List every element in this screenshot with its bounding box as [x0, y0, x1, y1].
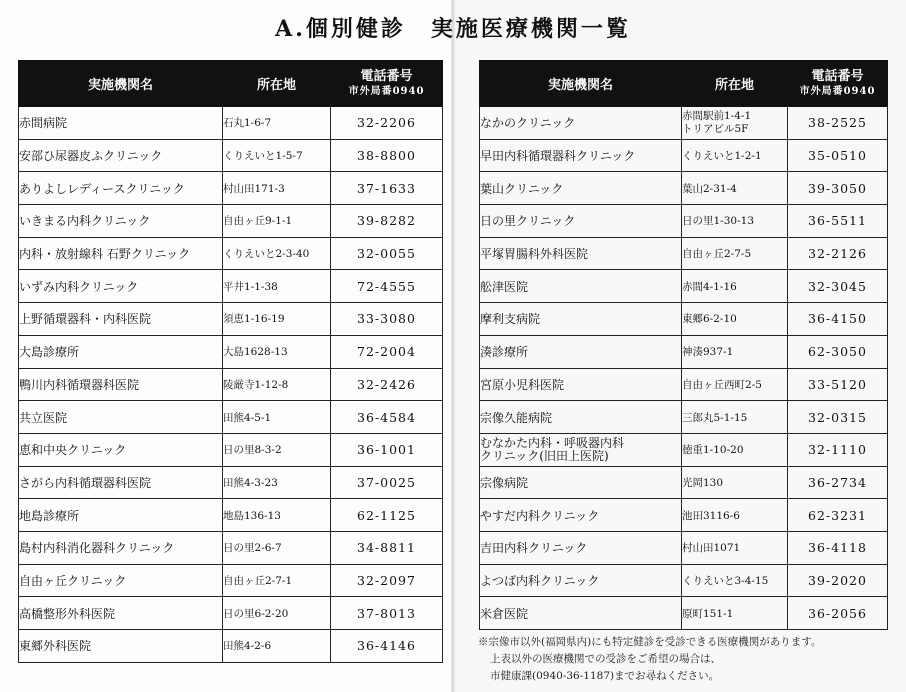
facility-phone: [331, 368, 443, 401]
facility-name: [19, 237, 223, 270]
table-row: [19, 630, 443, 663]
facility-name: [480, 433, 682, 466]
facility-phone-text: 32-2126: [808, 246, 867, 262]
facility-name-text: 恵和中央クリニック: [19, 443, 127, 458]
facility-phone: [331, 499, 443, 532]
facility-name: [19, 303, 223, 336]
facility-address: [223, 368, 331, 401]
facility-address-text: 日の里1-30-13: [682, 215, 754, 228]
facility-phone-text: 32-1110: [808, 442, 867, 458]
facility-address-text: 葉山2-31-4: [682, 182, 737, 195]
facility-phone: [331, 172, 443, 205]
footnote-line-3: 市健康課(0940-36-1187)までお尋ねください。: [490, 670, 720, 682]
header-name: 実施機関名: [19, 61, 223, 107]
facility-name-text: 地島診療所: [19, 508, 80, 523]
facility-phone-text: 36-5511: [808, 213, 867, 229]
facility-address-text: 光岡130: [682, 476, 724, 489]
facility-address: [682, 466, 788, 499]
facility-address-text: 陵厳寺1-12-8: [223, 378, 289, 391]
table-row: [480, 368, 888, 401]
facility-name-text: いきまる内科クリニック: [19, 214, 151, 229]
facility-address: [682, 597, 788, 630]
facility-address-text: 村山田171-3: [223, 182, 285, 195]
facility-name-text: 内科・放射線科 石野クリニック: [19, 247, 191, 262]
facility-phone-text: 37-0025: [357, 474, 416, 490]
page-title: A.個別健診 実施医療機関一覧: [275, 16, 631, 42]
facility-name: [19, 499, 223, 532]
table-row: [19, 597, 443, 630]
facility-address: [223, 303, 331, 336]
facility-phone: [788, 368, 888, 401]
facility-name: [480, 172, 682, 205]
facility-address-text: くりえいと2-3-40: [223, 248, 310, 261]
facility-phone-text: 35-0510: [808, 148, 867, 164]
facility-address: [223, 433, 331, 466]
facility-address-text: 田熊4-3-23: [223, 476, 278, 489]
table-row: [19, 335, 443, 368]
facility-address: [223, 270, 331, 303]
facility-address: [682, 172, 788, 205]
facility-phone: [331, 564, 443, 597]
table-row: [19, 401, 443, 434]
facility-phone-text: 32-2426: [357, 376, 416, 392]
facility-address-text: 自由ヶ丘西町2-5: [682, 378, 762, 391]
facility-name: [19, 205, 223, 238]
facility-address: [223, 401, 331, 434]
facility-name-text: 赤間病院: [19, 116, 68, 131]
facility-name: [480, 499, 682, 532]
facility-name-text: さがら内科循環器科医院: [19, 475, 152, 490]
facility-phone-text: 38-8800: [357, 148, 416, 164]
facility-address-text: 自由ヶ丘2-7-5: [682, 248, 752, 261]
facility-address: [223, 107, 331, 140]
facility-name-text: 葉山クリニック: [480, 181, 564, 196]
facility-phone: [788, 270, 888, 303]
facility-name-text: 大島診療所: [19, 345, 80, 360]
facility-phone: [788, 335, 888, 368]
facility-address-text: 原町151-1: [682, 607, 734, 620]
facility-name: [19, 597, 223, 630]
facility-name: [19, 172, 223, 205]
facility-phone: [788, 107, 888, 140]
facility-phone-text: 36-2056: [808, 605, 867, 621]
facility-address: [223, 205, 331, 238]
facility-address-text: 自由ヶ丘2-7-1: [223, 574, 293, 587]
facility-name: [19, 368, 223, 401]
facility-name-text: ありよしレディースクリニック: [19, 181, 185, 196]
facility-name-text: 日の里クリニック: [480, 214, 576, 229]
table-row: [480, 205, 888, 238]
facility-phone: [331, 466, 443, 499]
header-address: 所在地: [682, 61, 788, 107]
facility-name: [19, 531, 223, 564]
facility-name: [480, 335, 682, 368]
facility-address: [223, 335, 331, 368]
facility-phone-text: 38-2525: [808, 115, 867, 131]
facility-phone: [331, 630, 443, 663]
facility-name-text: 上野循環器科・内科医院: [19, 312, 152, 327]
facility-name-text: 鴨川内科循環器科医院: [19, 377, 140, 392]
facility-phone-text: 36-4146: [357, 638, 416, 654]
facility-name-text: 平塚胃腸科外科医院: [480, 247, 589, 262]
facility-address-text: 村山田1071: [682, 542, 741, 555]
facility-name-text: 宗像久能病院: [480, 410, 553, 425]
facility-address-text: 須恵1-16-19: [223, 313, 285, 326]
facility-address-text: 赤間駅前1-4-1 トリアビル5F: [682, 109, 752, 135]
facility-phone: [788, 237, 888, 270]
facility-address: [682, 303, 788, 336]
facility-phone-text: 39-2020: [808, 572, 867, 588]
table-row: [19, 107, 443, 140]
table-row: [19, 466, 443, 499]
facility-phone: [331, 335, 443, 368]
facility-name: [19, 630, 223, 663]
facility-name-text: 自由ヶ丘クリニック: [19, 573, 127, 588]
facility-address: [682, 335, 788, 368]
facility-phone-text: 32-2206: [357, 115, 416, 131]
table-row: [480, 597, 888, 630]
facility-phone-text: 62-3050: [808, 344, 867, 360]
facility-phone: [788, 564, 888, 597]
facility-phone-text: 33-3080: [357, 311, 416, 327]
header-phone-label: 電話番号: [360, 68, 413, 84]
facility-name-text: 米倉医院: [480, 606, 529, 621]
header-phone-areacode: 市外局番0940: [799, 85, 876, 97]
facility-address-text: 平井1-1-38: [223, 280, 278, 293]
table-row: [19, 433, 443, 466]
facility-name: [480, 303, 682, 336]
facility-name-text: 共立医院: [19, 410, 68, 425]
page-fold: [451, 0, 455, 692]
facility-address: [682, 531, 788, 564]
table-row: [19, 499, 443, 532]
facility-phone-text: 62-3231: [808, 507, 867, 523]
table-row: [19, 237, 443, 270]
facility-name: [480, 107, 682, 140]
table-row: [19, 564, 443, 597]
table-row: [480, 270, 888, 303]
facility-name: [19, 270, 223, 303]
facility-phone: [331, 531, 443, 564]
facility-address-text: 大島1628-13: [223, 346, 288, 359]
facility-phone-text: 33-5120: [808, 376, 867, 392]
facility-phone: [788, 139, 888, 172]
facility-phone: [331, 433, 443, 466]
facility-phone: [331, 237, 443, 270]
facility-name: [19, 433, 223, 466]
facility-name: [19, 401, 223, 434]
facility-address: [682, 433, 788, 466]
facility-phone: [788, 172, 888, 205]
facility-phone-text: 36-2734: [808, 474, 867, 490]
table-row: [480, 531, 888, 564]
table-row: [480, 335, 888, 368]
facility-phone: [788, 499, 888, 532]
facility-name-text: 湊診療所: [480, 345, 529, 360]
facility-phone: [788, 433, 888, 466]
facility-name-text: よつば内科クリニック: [480, 573, 600, 588]
table-row: [480, 303, 888, 336]
facility-phone-text: 36-4150: [808, 311, 867, 327]
table-row: [19, 368, 443, 401]
facility-address: [682, 139, 788, 172]
facility-name: [480, 368, 682, 401]
facility-phone: [788, 597, 888, 630]
facility-phone-text: 32-2097: [357, 572, 416, 588]
facility-name: [480, 466, 682, 499]
facility-name: [19, 107, 223, 140]
table-row: [19, 531, 443, 564]
facility-name: [480, 237, 682, 270]
header-name: 実施機関名: [480, 61, 682, 107]
facility-name: [480, 531, 682, 564]
facility-name-text: なかのクリニック: [480, 116, 576, 131]
facility-name-text: 早田内科循環器科クリニック: [480, 149, 636, 164]
facility-address: [682, 368, 788, 401]
facility-phone-text: 39-3050: [808, 180, 867, 196]
facility-name-text: やすだ内科クリニック: [480, 508, 600, 523]
facility-name: [19, 466, 223, 499]
footnote-line-1: ※宗像市以外(福岡県内)にも特定健診を受診できる医療機関があります。: [478, 636, 822, 648]
facility-address: [682, 270, 788, 303]
facility-address-text: 自由ヶ丘9-1-1: [223, 215, 293, 228]
facility-address: [223, 172, 331, 205]
facility-address-text: 田熊4-5-1: [223, 411, 272, 424]
table-row: [480, 172, 888, 205]
facility-name-text: いずみ内科クリニック: [19, 279, 139, 294]
table-row: [19, 205, 443, 238]
facility-name-text: 吉田内科クリニック: [480, 541, 588, 556]
facility-name-text: 宗像病院: [480, 475, 529, 490]
facility-phone-text: 62-1125: [357, 507, 416, 523]
facility-name: [19, 139, 223, 172]
table-row: [480, 107, 888, 140]
facility-address: [223, 564, 331, 597]
header-phone-areacode: 市外局番0940: [348, 85, 425, 97]
table-header-row: [19, 61, 443, 107]
facility-phone: [331, 139, 443, 172]
facility-phone: [331, 205, 443, 238]
table-row: [480, 466, 888, 499]
facility-phone-text: 72-4555: [357, 278, 416, 294]
facility-phone: [788, 401, 888, 434]
facility-name: [19, 564, 223, 597]
facility-name: [480, 597, 682, 630]
facility-address: [223, 237, 331, 270]
facility-address: [682, 499, 788, 532]
facility-name-text: 高橋整形外科医院: [19, 606, 116, 621]
facility-name-text: むなかた内科・呼吸器内科 クリニック(旧田上医院): [480, 435, 625, 463]
facility-address-text: 石丸1-6-7: [223, 117, 272, 130]
facility-phone: [331, 107, 443, 140]
facility-name: [19, 335, 223, 368]
table-row: [480, 237, 888, 270]
facility-table-left: [18, 60, 443, 663]
facility-name-text: 舩津医院: [480, 279, 529, 294]
facility-address: [223, 466, 331, 499]
facility-address: [223, 597, 331, 630]
facility-phone: [331, 303, 443, 336]
facility-address: [682, 564, 788, 597]
facility-address: [223, 630, 331, 663]
facility-address-text: 池田3116-6: [682, 509, 740, 522]
facility-phone-text: 37-8013: [357, 605, 416, 621]
table-row: [480, 139, 888, 172]
footnote: [478, 634, 898, 685]
facility-address-text: くりえいと1-2-1: [682, 150, 762, 163]
facility-table-right: [479, 60, 888, 630]
facility-phone-text: 39-8282: [357, 213, 416, 229]
facility-address-text: 田熊4-2-6: [223, 640, 272, 653]
facility-name-text: 東郷外科医院: [19, 639, 92, 654]
facility-address-text: 東郷6-2-10: [682, 313, 737, 326]
facility-name: [480, 270, 682, 303]
header-address: 所在地: [223, 61, 331, 107]
facility-address: [223, 531, 331, 564]
facility-name: [480, 564, 682, 597]
facility-address: [682, 205, 788, 238]
facility-phone-text: 37-1633: [357, 180, 416, 196]
facility-name-text: 宮原小児科医院: [480, 377, 565, 392]
table-header-row: [480, 61, 888, 107]
table-row: [480, 401, 888, 434]
facility-address: [682, 107, 788, 140]
table-row: [19, 172, 443, 205]
facility-name-text: 島村内科消化器科クリニック: [19, 541, 175, 556]
facility-name: [480, 205, 682, 238]
header-phone-label: 電話番号: [811, 68, 864, 84]
facility-address: [223, 139, 331, 172]
facility-phone-text: 34-8811: [357, 540, 416, 556]
facility-phone: [788, 466, 888, 499]
facility-address-text: 徳重1-10-20: [682, 444, 744, 457]
facility-phone: [788, 205, 888, 238]
facility-phone-text: 36-1001: [357, 442, 416, 458]
facility-phone: [788, 531, 888, 564]
facility-phone-text: 32-3045: [808, 278, 867, 294]
facility-name: [480, 401, 682, 434]
table-row: [19, 303, 443, 336]
header-phone: [331, 61, 443, 107]
table-row: [480, 433, 888, 466]
facility-phone: [331, 270, 443, 303]
facility-address-text: 三郎丸5-1-15: [682, 411, 748, 424]
facility-address-text: 日の里8-3-2: [223, 444, 282, 457]
facility-phone: [331, 597, 443, 630]
facility-name-text: 摩利支病院: [480, 312, 541, 327]
table-row: [480, 499, 888, 532]
facility-address: [682, 401, 788, 434]
facility-address-text: 日の里6-2-20: [223, 607, 289, 620]
facility-phone-text: 36-4584: [357, 409, 416, 425]
table-row: [480, 564, 888, 597]
facility-address-text: くりえいと1-5-7: [223, 150, 303, 163]
facility-phone: [788, 303, 888, 336]
facility-name: [480, 139, 682, 172]
facility-phone-text: 72-2004: [357, 344, 416, 360]
facility-address: [682, 237, 788, 270]
facility-phone-text: 36-4118: [808, 540, 867, 556]
footnote-line-2: 上表以外の医療機関での受診をご希望の場合は、: [490, 653, 721, 665]
facility-address-text: 地島136-13: [223, 509, 281, 522]
facility-phone-text: 32-0315: [808, 409, 867, 425]
facility-address-text: くりえいと3-4-15: [682, 574, 769, 587]
header-phone: [788, 61, 888, 107]
facility-phone-text: 32-0055: [357, 246, 416, 262]
facility-name-text: 安部ひ尿器皮ふクリニック: [19, 149, 163, 164]
facility-address-text: 日の里2-6-7: [223, 542, 282, 555]
facility-address-text: 神湊937-1: [682, 346, 734, 359]
table-row: [19, 270, 443, 303]
facility-address-text: 赤間4-1-16: [682, 280, 737, 293]
facility-address: [223, 499, 331, 532]
table-row: [19, 139, 443, 172]
facility-phone: [331, 401, 443, 434]
